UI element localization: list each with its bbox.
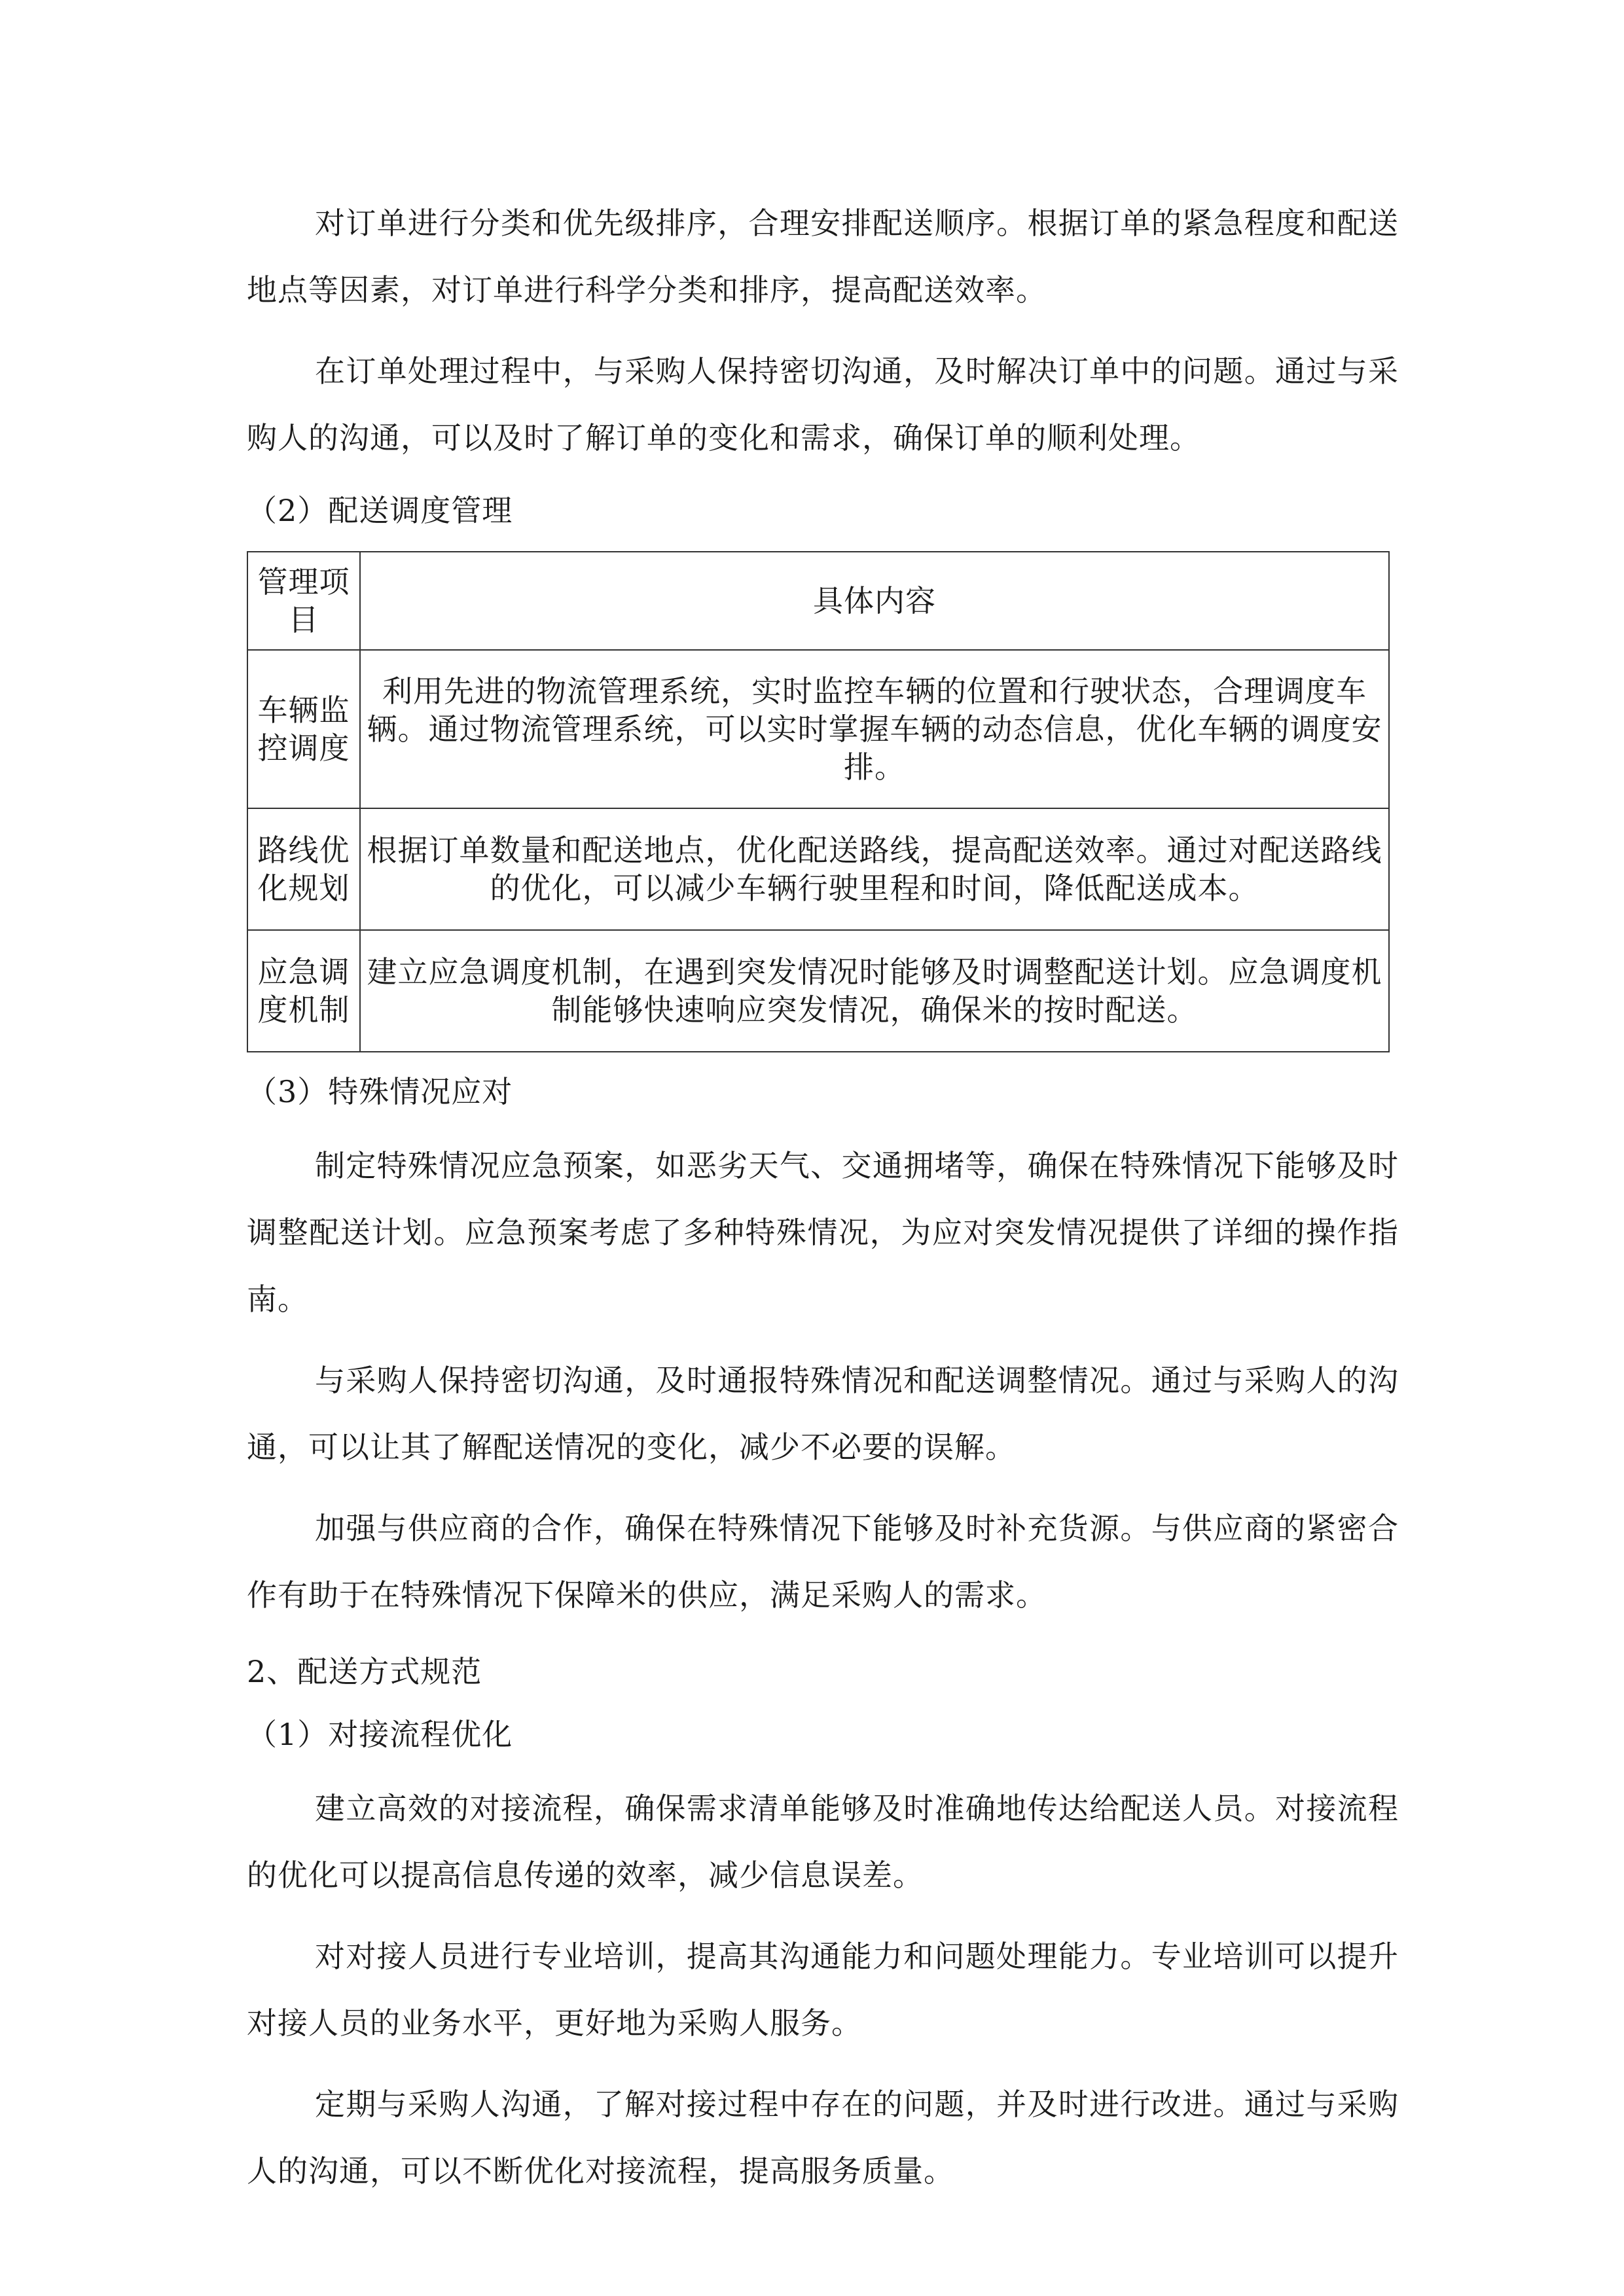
table-row bbox=[247, 930, 1389, 1052]
paragraph-emergency-plan: 制定特殊情况应急预案，如恶劣天气、交通拥堵等，确保在特殊情况下能够及时调整配送计划。应急预案考虑了多种特殊情况，为应对突发情况提供了详细的操作指南。 bbox=[247, 1148, 1399, 1317]
dispatch-management-table bbox=[247, 551, 1390, 1052]
paragraph-regular-communication: 定期与采购人沟通，了解对接过程中存在的问题，并及时进行改进。通过与采购人的沟通，可以不断优化对接流程，提高服务质量。 bbox=[247, 2087, 1399, 2189]
table-cell-item: 应急调度机制 bbox=[247, 930, 360, 1052]
heading-dispatch-management: （2）配送调度管理 bbox=[247, 493, 513, 528]
table-row bbox=[247, 650, 1389, 808]
table-cell-content: 利用先进的物流管理系统，实时监控车辆的位置和行驶状态，合理调度车辆。通过物流管理系统，可以实时掌握车辆的动态信息，优化车辆的调度安排。 bbox=[360, 650, 1389, 808]
paragraph-efficient-process: 建立高效的对接流程，确保需求清单能够及时准确地传达给配送人员。对接流程的优化可以提高信息传递的效率，减少信息误差。 bbox=[247, 1791, 1399, 1893]
paragraph-order-communication: 在订单处理过程中，与采购人保持密切沟通，及时解决订单中的问题。通过与采购人的沟通，可以及时了解订单的变化和需求，确保订单的顺利处理。 bbox=[247, 353, 1399, 456]
paragraph-staff-training: 对对接人员进行专业培训，提高其沟通能力和问题处理能力。专业培训可以提升对接人员的业务水平，更好地为采购人服务。 bbox=[247, 1939, 1399, 2041]
table-row bbox=[247, 808, 1389, 930]
paragraph-notify-buyer: 与采购人保持密切沟通，及时通报特殊情况和配送调整情况。通过与采购人的沟通，可以让其了解配送情况的变化，减少不必要的误解。 bbox=[247, 1363, 1399, 1465]
table-header-row bbox=[247, 552, 1389, 650]
table-cell-content: 建立应急调度机制，在遇到突发情况时能够及时调整配送计划。应急调度机制能够快速响应突发情况，确保米的按时配送。 bbox=[360, 930, 1389, 1052]
heading-special-situations: （3）特殊情况应对 bbox=[247, 1074, 513, 1109]
table-cell-item: 路线优化规划 bbox=[247, 808, 360, 930]
paragraph-supplier-cooperation: 加强与供应商的合作，确保在特殊情况下能够及时补充货源。与供应商的紧密合作有助于在特殊情况下保障米的供应，满足采购人的需求。 bbox=[247, 1511, 1399, 1613]
table-header-content: 具体内容 bbox=[360, 552, 1389, 650]
heading-delivery-method: 2、配送方式规范 bbox=[247, 1654, 482, 1689]
table-header-item: 管理项目 bbox=[247, 552, 360, 650]
table-cell-content: 根据订单数量和配送地点，优化配送路线，提高配送效率。通过对配送路线的优化，可以减少车辆行驶里程和时间，降低配送成本。 bbox=[360, 808, 1389, 930]
heading-docking-process: （1）对接流程优化 bbox=[247, 1717, 513, 1752]
document-body bbox=[247, 190, 1399, 2219]
table-cell-item: 车辆监控调度 bbox=[247, 650, 360, 808]
paragraph-order-sorting: 对订单进行分类和优先级排序，合理安排配送顺序。根据订单的紧急程度和配送地点等因素，对订单进行科学分类和排序，提高配送效率。 bbox=[247, 206, 1399, 308]
